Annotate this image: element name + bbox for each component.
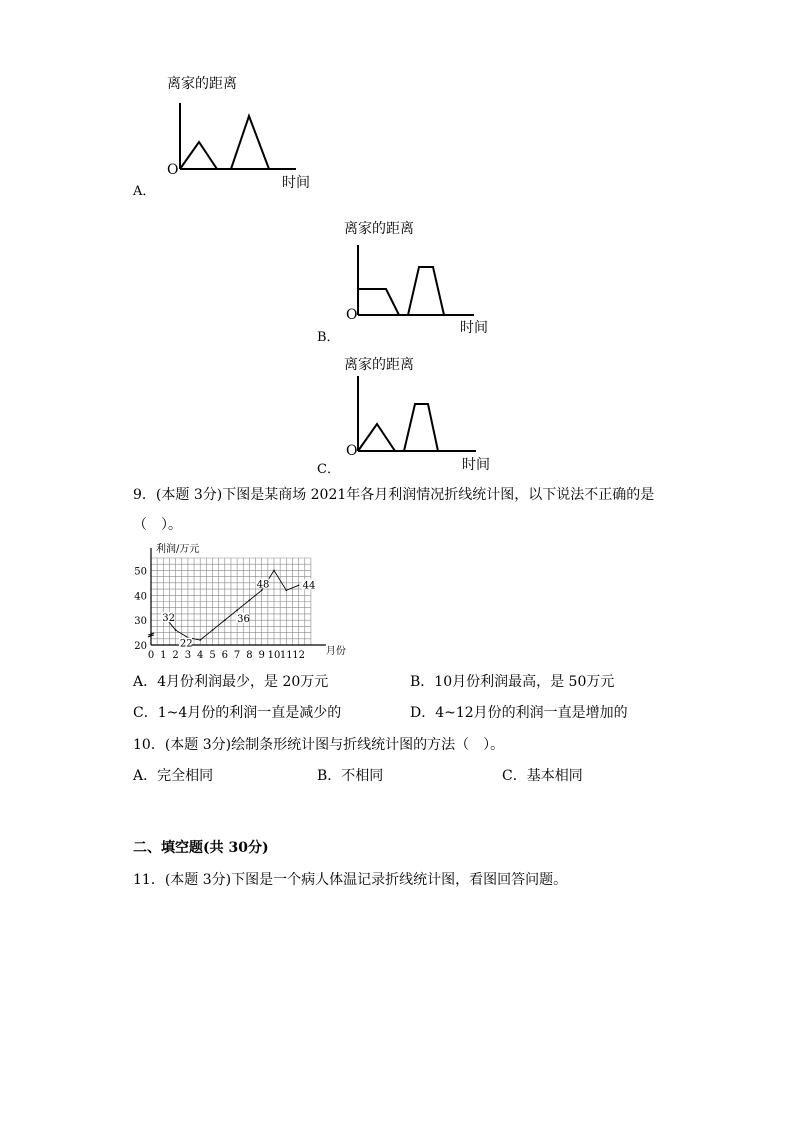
option-c-label[interactable]: C． [317,462,340,477]
x-tick-label: 7 [233,650,241,661]
q11-text: 11．(本题 3分)下图是一个病人体温记录折线统计图，看图回答问题。 [133,872,568,888]
q9-option-c[interactable]: C．1~4月份的利润一直是减少的 [133,705,342,721]
graph-c-x-label: 时间 [462,457,490,473]
graph-a-y-label: 离家的距离 [167,76,237,92]
x-tick-label: 11 [279,650,293,661]
option-b-label[interactable]: B． [317,330,340,345]
axis-break-mark [148,633,154,637]
data-label: 36 [237,614,250,626]
data-label: 22 [179,638,193,650]
y-tick-label: 20 [134,641,147,652]
x-tick-label: 1 [160,650,167,661]
graph-b-origin: O [346,307,358,323]
data-point [199,639,201,641]
section-2-title: 二、填空题(共 30分) [133,840,269,856]
x-tick-label: 3 [184,650,192,661]
data-point [249,599,251,601]
q10-option-c[interactable]: C．基本相同 [502,768,583,784]
graph-b-x-label: 时间 [460,320,488,336]
profit-line-chart [130,538,370,663]
q9-option-a[interactable]: A．4月份利润最少，是 20万元 [133,674,329,690]
x-tick-label: 0 [147,650,155,661]
data-point [212,629,214,631]
data-point [273,570,275,572]
data-label: 32 [162,613,176,625]
data-point [236,609,238,611]
data-point [175,629,177,631]
y-tick-label: 40 [134,591,147,603]
graph-a-x-label: 时间 [282,175,310,191]
x-axis-label: 月份 [325,646,346,657]
data-point [298,585,300,587]
q10-option-b[interactable]: B．不相同 [317,768,384,784]
q9-option-d[interactable]: D．4~12月份的利润一直是增加的 [410,705,628,721]
x-tick-label: 12 [292,650,305,661]
option-a-label[interactable]: A． [133,184,156,199]
x-tick-label: 5 [209,650,216,661]
q9-text: 9．(本题 3分)下图是某商场 2021年各月利润情况折线统计图，以下说法不正确的是 [133,487,655,503]
y-axis-label: 利润/万元 [156,544,200,555]
x-tick-label: 9 [258,650,265,661]
data-point [224,619,226,621]
q10-option-a[interactable]: A．完全相同 [133,768,214,784]
graph-c-line [358,404,438,451]
graph-c-origin: O [346,443,358,459]
y-tick-label: 30 [134,616,147,628]
graph-a-origin: O [167,162,179,178]
x-tick-label: 6 [221,650,228,661]
q9-blank: （ ）。 [133,517,182,533]
q10-text: 10．(本题 3分)绘制条形统计图与折线统计图的方法（ ）。 [133,737,505,753]
data-point [286,590,288,592]
y-tick-label: 50 [134,566,147,578]
data-label: 48 [256,579,270,591]
x-tick-label: 4 [197,650,204,661]
q9-option-b[interactable]: B．10月份利润最高，是 50万元 [410,674,615,690]
graph-c-y-label: 离家的距离 [344,357,414,373]
x-tick-label: 8 [246,650,253,661]
graph-b-y-label: 离家的距离 [344,221,414,237]
x-tick-label: 10 [267,650,281,661]
x-tick-label: 2 [172,650,179,661]
data-label: 44 [302,580,316,592]
